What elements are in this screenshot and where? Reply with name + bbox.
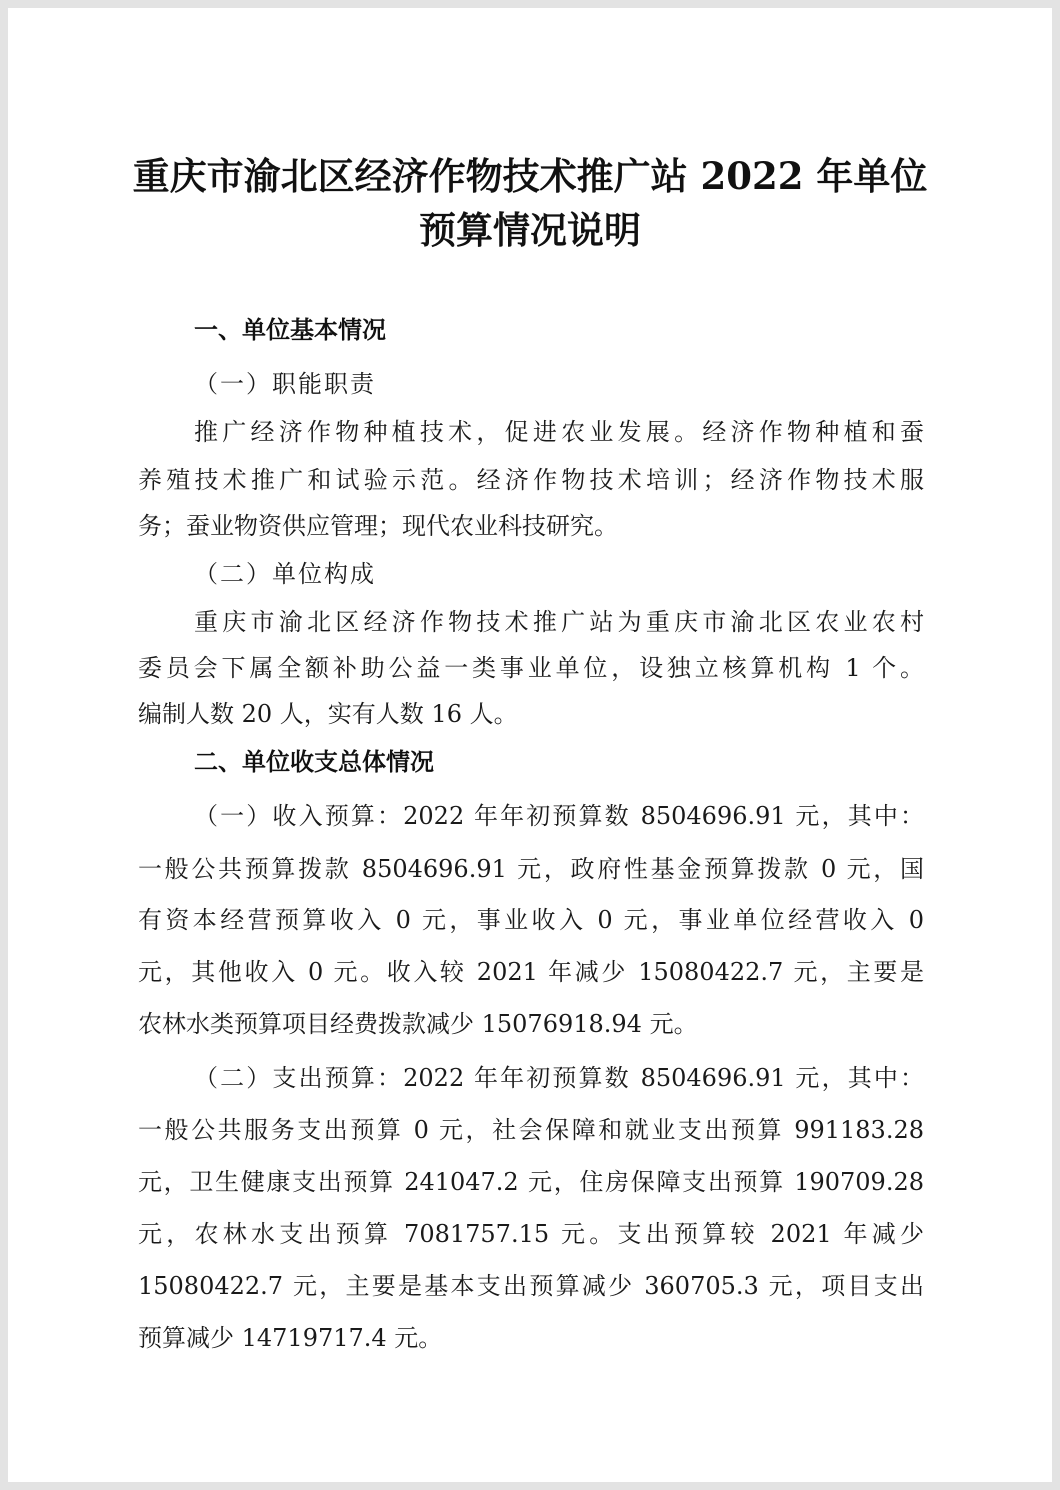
- paragraph-line: 务；蚕业物资供应管理；现代农业科技研究。: [138, 512, 618, 540]
- paragraph-line: 一般公共服务支出预算 0 元，社会保障和就业支出预算 991183.28: [138, 1116, 924, 1144]
- document-page: [8, 8, 1052, 1482]
- paragraph-line: （二）支出预算：2022 年年初预算数 8504696.91 元，其中：: [194, 1064, 924, 1092]
- paragraph-line: 元，卫生健康支出预算 241047.2 元，住房保障支出预算 190709.28: [138, 1168, 924, 1196]
- paragraph-line: 一般公共预算拨款 8504696.91 元，政府性基金预算拨款 0 元，国: [138, 855, 924, 883]
- section1-heading: 一、单位基本情况: [194, 316, 386, 344]
- paragraph-line: 委员会下属全额补助公益一类事业单位，设独立核算机构 1 个。: [138, 654, 924, 682]
- paragraph-line: 编制人数 20 人，实有人数 16 人。: [138, 700, 518, 728]
- paragraph-line: 元，其他收入 0 元。收入较 2021 年减少 15080422.7 元，主要是: [138, 958, 924, 986]
- paragraph-line: 15080422.7 元，主要是基本支出预算减少 360705.3 元，项目支出: [138, 1272, 924, 1300]
- paragraph-line: 有资本经营预算收入 0 元，事业收入 0 元，事业单位经营收入 0: [138, 906, 924, 934]
- section1-sub2-heading: （二）单位构成: [194, 560, 376, 588]
- paragraph-line: 预算减少 14719717.4 元。: [138, 1324, 443, 1352]
- paragraph-line: （一）收入预算：2022 年年初预算数 8504696.91 元，其中：: [194, 802, 924, 830]
- document-title-line1: 重庆市渝北区经济作物技术推广站 2022 年单位: [132, 154, 928, 198]
- paragraph-line: 重庆市渝北区经济作物技术推广站为重庆市渝北区农业农村: [194, 608, 924, 636]
- paragraph-line: 元，农林水支出预算 7081757.15 元。支出预算较 2021 年减少: [138, 1220, 924, 1248]
- paragraph-line: 推广经济作物种植技术，促进农业发展。经济作物种植和蚕: [194, 418, 924, 446]
- section2-heading: 二、单位收支总体情况: [194, 748, 434, 776]
- document-title-line2: 预算情况说明: [419, 208, 641, 252]
- paragraph-line: 养殖技术推广和试验示范。经济作物技术培训；经济作物技术服: [138, 466, 924, 494]
- paragraph-line: 农林水类预算项目经费拨款减少 15076918.94 元。: [138, 1010, 698, 1038]
- section1-sub1-heading: （一）职能职责: [194, 370, 376, 398]
